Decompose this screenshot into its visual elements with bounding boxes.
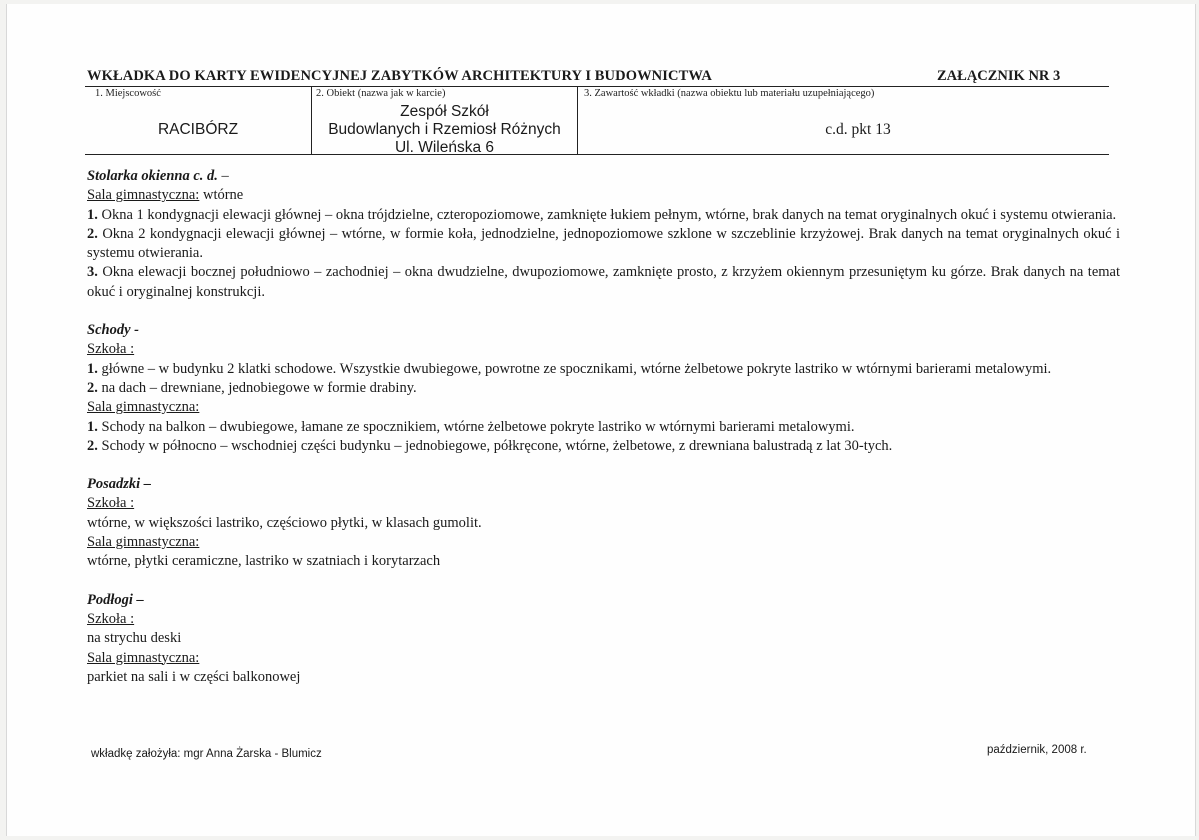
object-address: Ul. Wileńska 6	[394, 139, 495, 156]
schody-gym-item-2: 2. Schody w północno – wschodniej części budynku – jednobiegowe, półkręcone, wtórne, żelbetowe, z drewniana balustradą z lat 30-tych.	[87, 437, 893, 454]
stolarka-item-1: 1. Okna 1 kondygnacji elewacji głównej – okna trójdzielne, czteropoziomowe, zamknięte łukiem pełnym, wtórne, brak danych na temat oryginalnych okuć i systemu otwierania.	[87, 206, 1117, 223]
header-top-rule	[85, 86, 1109, 87]
posadzki-gym-label: Sala gimnastyczna:	[87, 534, 200, 551]
footer-author: wkładkę założyła: mgr Anna Żarska - Blumicz	[91, 748, 322, 760]
section-podlogi-heading: Podłogi –	[87, 591, 144, 608]
locality-value: RACIBÓRZ	[157, 121, 239, 138]
object-label: 2. Obiekt (nazwa jak w karcie)	[316, 88, 446, 99]
stolarka-item-2: 2. Okna 2 kondygnacji elewacji głównej – wtórne, w formie koła, jednodzielne, jednopoziomowe szklone w szczeblinie krzyżowej. Brak danych na temat oryginalnych okuć i systemu otwierania.	[87, 225, 1120, 262]
stolarka-gym-line: Sala gimnastyczna: wtórne	[87, 187, 244, 204]
locality-label: 1. Miejscowość	[95, 88, 161, 99]
podlogi-school-label: Szkoła :	[87, 610, 135, 627]
object-name-line2: Budowlanych i Rzemiosł Różnych	[328, 121, 561, 138]
section-posadzki-heading: Posadzki –	[87, 476, 152, 493]
section-stolarka-heading: Stolarka okienna c. d. –	[87, 168, 229, 184]
section-schody-heading: Schody -	[87, 322, 139, 339]
posadzki-gym-text: wtórne, płytki ceramiczne, lastriko w szatniach i korytarzach	[87, 553, 441, 570]
posadzki-school-label: Szkoła :	[87, 495, 135, 512]
document-page	[6, 4, 1196, 836]
header-bottom-rule	[85, 154, 1109, 155]
form-title: WKŁADKA DO KARTY EWIDENCYJNEJ ZABYTKÓW ARCHITEKTURY I BUDOWNICTWA	[87, 68, 712, 84]
schody-school-item-2: 2. na dach – drewniane, jednobiegowe w formie drabiny.	[87, 379, 417, 396]
object-name-line1: Zespół Szkół	[400, 103, 489, 120]
footer-date: październik, 2008 r.	[987, 744, 1087, 756]
posadzki-school-text: wtórne, w większości lastriko, częściowo płytki, w klasach gumolit.	[87, 514, 482, 531]
schody-gym-label: Sala gimnastyczna:	[87, 399, 200, 416]
stolarka-item-3: 3. Okna elewacji bocznej południowo – zachodniej – okna dwudzielne, dwupoziomowe, zamknięte prosto, z krzyżem okiennym przesuniętym ku górze. Brak danych na temat okuć i oryginalnej konstrukcji.	[87, 264, 1120, 300]
podlogi-school-text: na strychu deski	[87, 630, 182, 647]
annex-label: ZAŁĄCZNIK NR 3	[937, 68, 1061, 84]
podlogi-gym-text: parkiet na sali i w części balkonowej	[87, 668, 301, 685]
podlogi-gym-label: Sala gimnastyczna:	[87, 649, 200, 666]
content-value: c.d. pkt 13	[825, 121, 891, 138]
schody-school-item-1: 1. główne – w budynku 2 klatki schodowe. Wszystkie dwubiegowe, powrotne ze spocznikami, wtórne żelbetowe pokryte lastriko w wtórnymi barierami metalowymi.	[87, 360, 1052, 377]
schody-school-label: Szkoła :	[87, 341, 135, 358]
content-label: 3. Zawartość wkładki (nazwa obiektu lub materiału uzupełniającego)	[584, 88, 875, 99]
document-body	[87, 167, 1120, 687]
schody-gym-item-1: 1. Schody na balkon – dwubiegowe, łamane ze spocznikiem, wtórne żelbetowe pokryte lastriko w wtórnymi barierami metalowymi.	[87, 418, 855, 435]
